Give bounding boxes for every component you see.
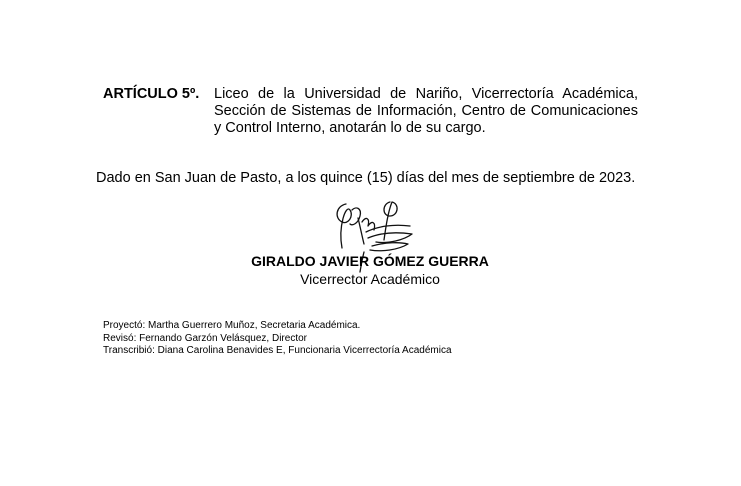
dated-statement: Dado en San Juan de Pasto, a los quince (15) días del mes de septiembre de 2023. — [96, 170, 636, 186]
signer-title: Vicerrector Académico — [300, 271, 440, 287]
signer-name: GIRALDO JAVIER GÓMEZ GUERRA — [251, 253, 489, 269]
article-label: ARTÍCULO 5º. — [103, 86, 200, 102]
article-5 — [103, 86, 638, 137]
credit-line-transcribed: Transcribió: Diana Carolina Benavides E, Funcionaria Vicerrectoría Académica — [103, 345, 452, 356]
credit-line-projected: Proyectó: Martha Guerrero Muñoz, Secretaria Académica. — [103, 320, 361, 331]
article-text: Liceo de la Universidad de Nariño, Vicerrectoría Académica, Sección de Sistemas de Información, Centro de Comunicaciones y Control Interno, anotarán lo de su cargo. — [214, 86, 638, 136]
credits-block — [103, 320, 452, 358]
credit-line-reviewed: Revisó: Fernando Garzón Velásquez, Director — [103, 332, 307, 344]
